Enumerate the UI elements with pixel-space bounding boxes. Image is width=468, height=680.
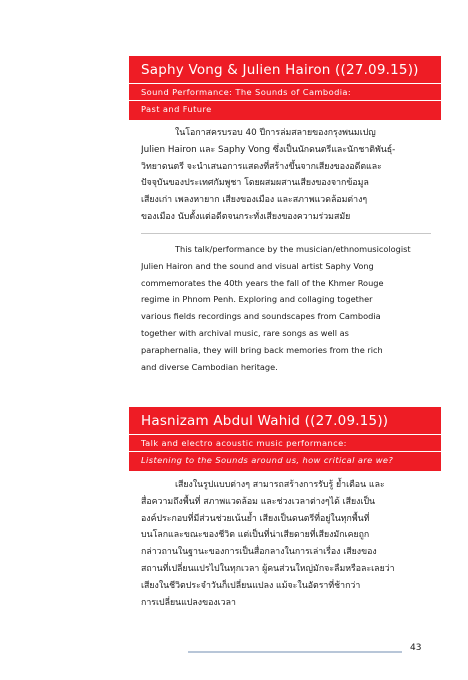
section-2-thai-paragraph xyxy=(141,477,431,611)
section-1-title-rule xyxy=(129,83,441,84)
section-2-thai-line: บนโลกและขณะของชีวิต แต่เป็นที่น่าเสียดายที่เสียงมักเคยถูก xyxy=(141,530,370,541)
section-1-english-line: Julien Hairon and the sound and visual artist Saphy Vong xyxy=(141,260,374,271)
section-2-title-rule xyxy=(129,434,441,435)
section-1-thai-line: Julien Hairon และ Saphy Vong ซึ่งเป็นนักดนตรีและนักชาติพันธุ์- xyxy=(141,144,396,155)
section-1-thai-line: ในโอกาสครบรอบ 40 ปีการล่มสลายของกรุงพนมเปญ xyxy=(175,128,376,138)
section-2-thai-line: องค์ประกอบที่มีส่วนช่วยเน้นย้ำ เสียงเป็นดนตรีที่อยู่ในทุกพื้นที่ xyxy=(141,513,370,524)
section-1-divider xyxy=(141,233,431,234)
section-2-thai-line: เสียงในรูปแบบต่างๆ สามารถสร้างการรับรู้ ย้ำเตือน และ xyxy=(175,480,385,490)
section-2-subtitle-line-1: Talk and electro acoustic music performance: xyxy=(141,438,347,448)
section-1-english-line: regime in Phnom Penh. Exploring and collaging together xyxy=(141,294,373,305)
section-1-subtitle-line-2: Past and Future xyxy=(141,104,212,114)
section-1-title: Saphy Vong & Julien Hairon ((27.09.15)) xyxy=(141,62,419,78)
section-2-thai-line: เสียงในชีวิตประจำวันก็เปลี่ยนแปลง แม้จะในอัตราที่ช้ากว่า xyxy=(141,580,361,591)
section-2-thai-line: กล่าวถานในฐานะของการเป็นสื่อกลางในการเล่าเรื่อง เสียงของ xyxy=(141,547,377,558)
section-1-english-paragraph xyxy=(141,241,431,375)
section-1-subtitle-line-1: Sound Performance: The Sounds of Cambodia: xyxy=(141,87,352,97)
section-1-header xyxy=(129,56,441,120)
section-1-english-line: paraphernalia, they will bring back memories from the rich xyxy=(141,344,383,355)
section-2-thai-line: การเปลี่ยนแปลงของเวลา xyxy=(141,597,236,608)
section-2-thai-line: สื่อความถึงพื้นที่ สภาพแวดล้อม และช่วงเวลาต่างๆได้ เสียงเป็น xyxy=(141,496,376,507)
section-1-english-line: and diverse Cambodian heritage. xyxy=(141,361,278,372)
section-2-header xyxy=(129,407,441,471)
section-1-thai-paragraph xyxy=(141,125,431,226)
section-1-thai-line: ของเมือง นับตั้งแต่อดีตจนกระทั่งเสียงของความร่วมสมัย xyxy=(141,211,351,222)
section-2-subtitle-rule xyxy=(129,451,441,452)
section-1-subtitle-rule xyxy=(129,100,441,101)
page-number: 43 xyxy=(410,643,422,653)
section-1-english-line: together with archival music, rare songs as well as xyxy=(141,327,349,338)
section-1-english-line: various fields recordings and soundscapes from Cambodia xyxy=(141,311,381,322)
section-2-title: Hasnizam Abdul Wahid ((27.09.15)) xyxy=(141,413,389,429)
section-1-thai-line: วิทยาดนตรี จะนำเสนอการแสดงที่สร้างขึ้นจากเสียงของอดีตและ xyxy=(141,161,382,172)
section-1-english-line: This talk/performance by the musician/ethnomusicologist xyxy=(175,244,411,254)
section-2-subtitle-line-2: Listening to the Sounds around us, how critical are we? xyxy=(141,455,394,465)
section-2-thai-line: สถานที่เปลี่ยนแปรไปในทุกเวลา ผู้คนส่วนใหญ่มักจะลืมหรือละเลยว่า xyxy=(141,563,395,574)
footer-rule xyxy=(188,651,402,653)
section-1-thai-line: ปัจจุบันของประเทศกัมพูชา โดยผสมผสานเสียงของจากข้อมูล xyxy=(141,178,369,189)
section-1-english-line: commemorates the 40th years the fall of the Khmer Rouge xyxy=(141,277,384,288)
section-1-thai-line: เสียงเก่า เพลงหายาก เสียงของเมือง และสภาพแวดล้อมต่างๆ xyxy=(141,195,368,206)
